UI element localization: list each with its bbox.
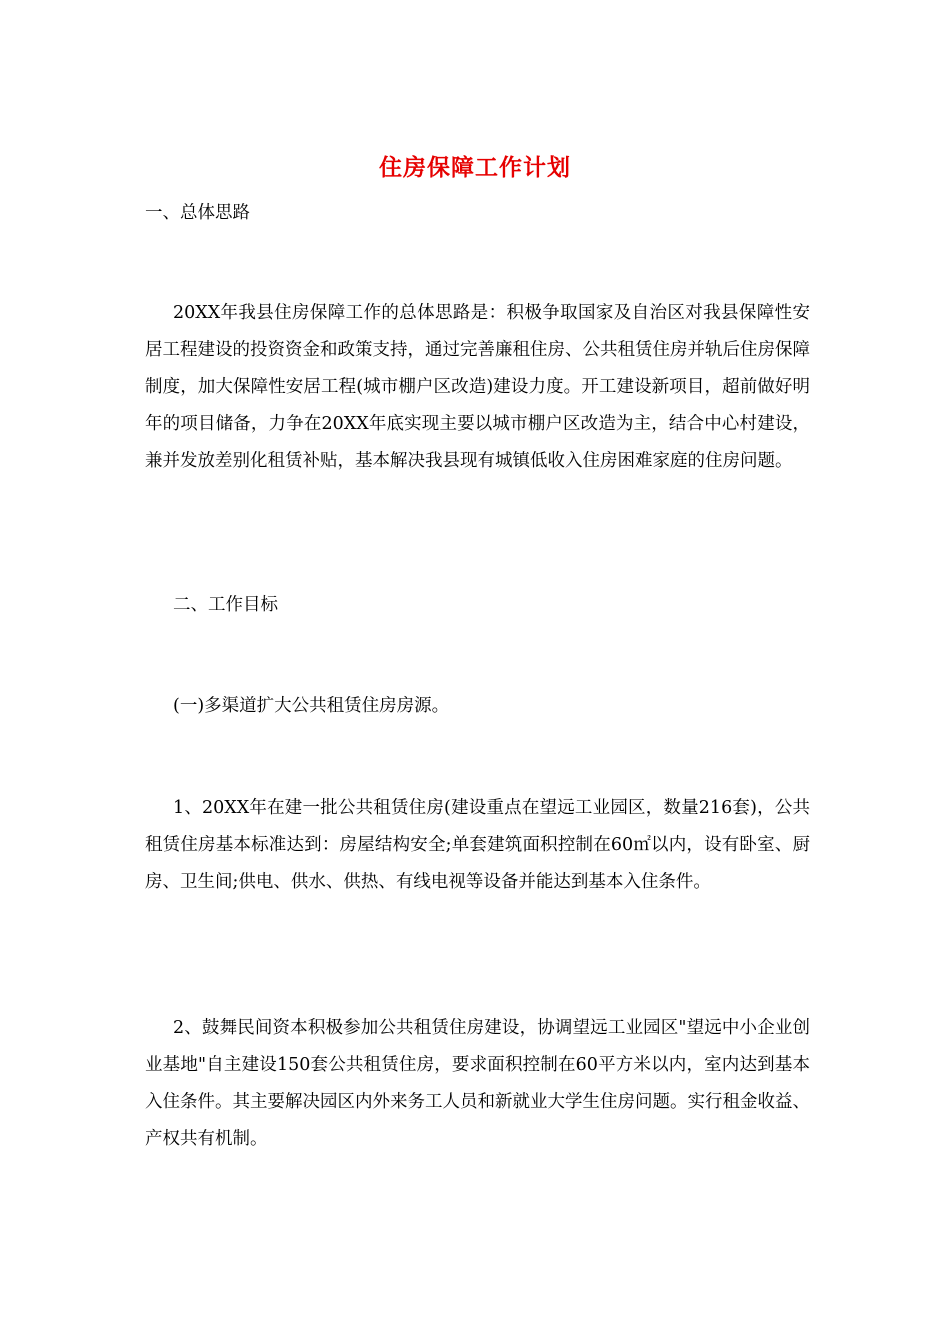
paragraph-item-2: 2、鼓舞民间资本积极参加公共租赁住房建设，协调望远工业园区"望远中小企业创业基地"自主建设150套公共租赁住房，要求面积控制在60平方米以内，室内达到基本入住条件。其主要解决园区内外来务工人员和新就业大学生住房问题。实行租金收益、产权共有机制。 — [145, 1018, 810, 1149]
section-heading-work-goals: 二、工作目标 — [173, 595, 278, 615]
paragraph-overall-approach: 20XX年我县住房保障工作的总体思路是：积极争取国家及自治区对我县保障性安居工程建设的投资资金和政策支持，通过完善廉租住房、公共租赁住房并轨后住房保障制度，加大保障性安居工程(城市棚户区改造)建设力度。开工建设新项目，超前做好明年的项目储备，力争在20XX年底实现主要以城市棚户区改造为主，结合中心村建设，兼并发放差别化租赁补贴，基本解决我县现有城镇低收入住房困难家庭的住房问题。 — [145, 303, 810, 471]
section-heading-overall-approach: 一、总体思路 — [145, 203, 250, 223]
document-title: 住房保障工作计划 — [379, 154, 571, 181]
paragraph-item-1: 1、20XX年在建一批公共租赁住房(建设重点在望远工业园区，数量216套)，公共租赁住房基本标准达到：房屋结构安全;单套建筑面积控制在60㎡以内，设有卧室、厨房、卫生间;供电、供水、供热、有线电视等设备并能达到基本入住条件。 — [145, 798, 810, 892]
subsection-heading-expand-housing: (一)多渠道扩大公共租赁住房房源。 — [173, 696, 450, 716]
